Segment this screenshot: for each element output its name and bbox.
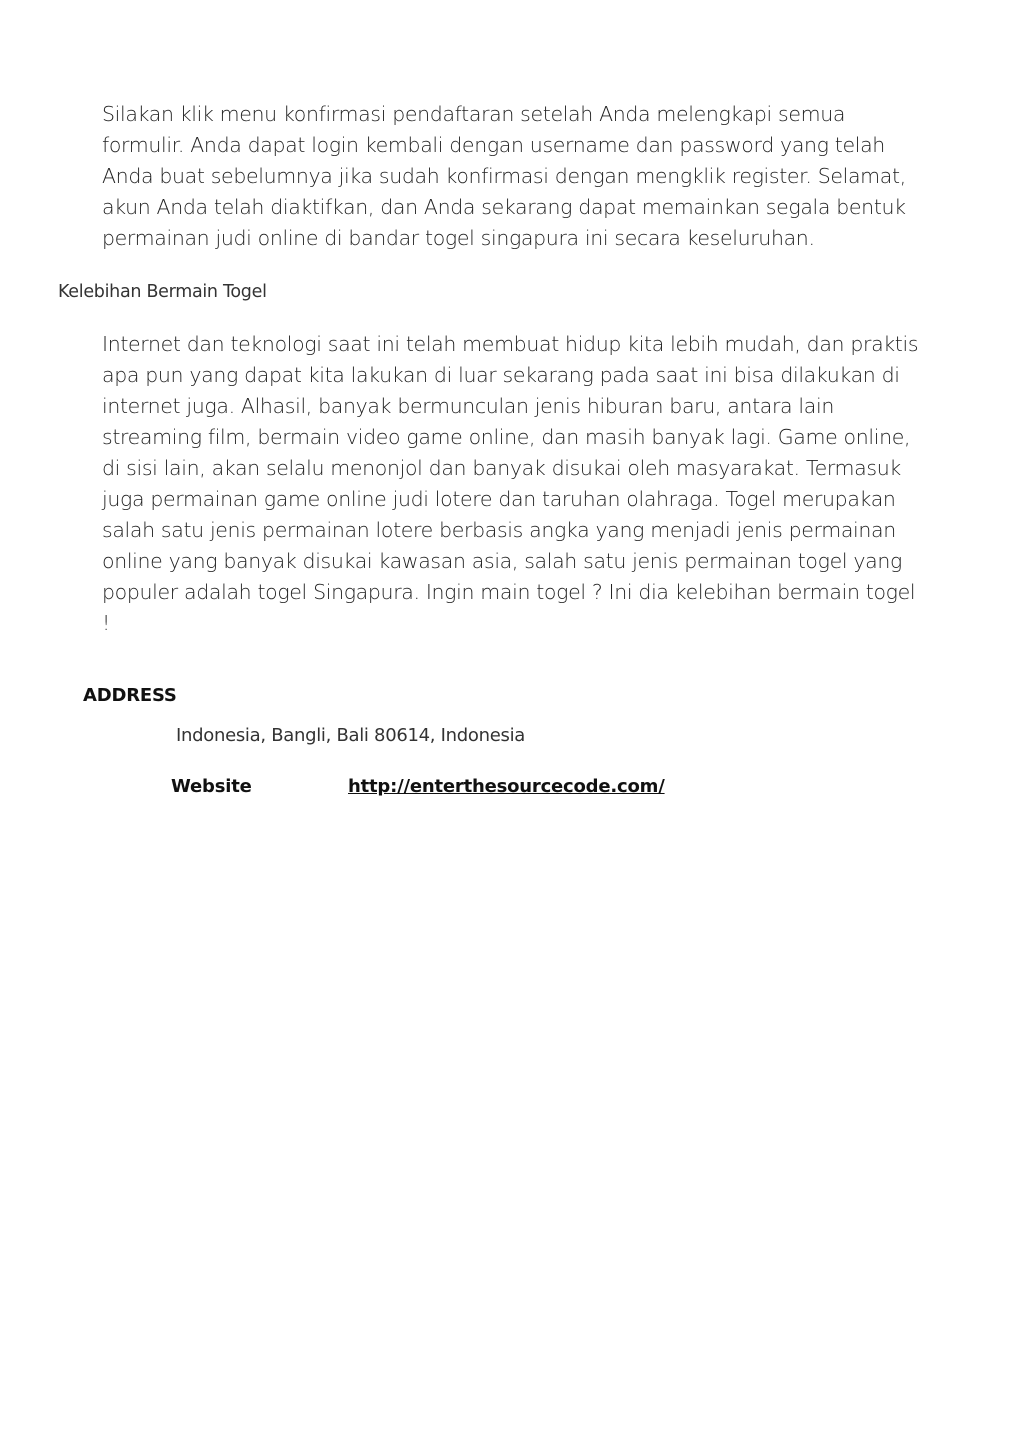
section-heading: Kelebihan Bermain Togel <box>58 282 267 302</box>
intro-paragraph: Silakan klik menu konfirmasi pendaftaran setelah Anda melengkapi semua formulir. Anda dapat login kembali dengan username dan password yang telah Anda buat sebelumnya jika sudah konfirmasi dengan mengklik register. Selamat, akun Anda telah diaktifkan, dan Anda sekarang dapat memainkan segala bentuk permainan judi online di bandar togel singapura ini secara keseluruhan. <box>102 102 906 250</box>
address-label: ADDRESS <box>83 685 177 706</box>
address-value: Indonesia, Bangli, Bali 80614, Indonesia <box>176 725 526 746</box>
website-link[interactable]: http://enterthesourcecode.com/ <box>348 776 665 797</box>
website-label: Website <box>171 776 252 797</box>
body-paragraph: Internet dan teknologi saat ini telah membuat hidup kita lebih mudah, dan praktis apa pun yang dapat kita lakukan di luar sekarang pada saat ini bisa dilakukan di internet juga. Alhasil, banyak bermunculan jenis hiburan baru, antara lain streaming film, bermain video game online, dan masih banyak lagi. Game online, di sisi lain, akan selalu menonjol dan banyak disukai oleh masyarakat. Termasuk juga permainan game online judi lotere dan taruhan olahraga. Togel merupakan salah satu jenis permainan lotere berbasis angka yang menjadi jenis permainan online yang banyak disukai kawasan asia, salah satu jenis permainan togel yang populer adalah togel Singapura. Ingin main togel ? Ini dia kelebihan bermain togel ! <box>102 332 919 635</box>
